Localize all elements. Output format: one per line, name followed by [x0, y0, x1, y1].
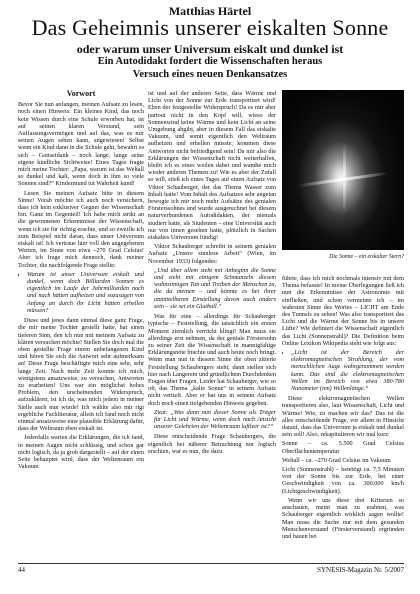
quotation: Zitat: „Was dann nun dieser Sonne als Träger für Licht und Wärme, wenn doch nach Ansicht unserer Gelehrten der Weltenraum luftleer ist?“: [154, 408, 276, 431]
paragraph: Diese und jenes dann einmal diese ganz Frage, die mir meine Tochter gestellt hatte, hat einen tieferen Sinn, den ich nun mit meinem Aufsatz zu klären versuchen möchte! Stellen Sie doch mal die oben gestellte Frage einem unbefangenen Kind und hören Sie sich die Antwort sehr aufmerksam an! Diese Frage beschäftigte mich eine sehr, sehr lange Zeit. Nach mehr Zeit konnte ich mich, wenigstens ansatzweise, zu versuchen, Antworten zu erarbeiten! Uns war ein möglichst hohes Problem, den urscheinenden Widerspruch, aufzuklären, ist ich da, was mich jedem in meiner Stelle auch nun würde! Ich wählte also mir rigi ergebliche Fachliteratur, allein ich fand noch nicht einmal ansatzweise eine plausible Erklärung dafür, dass der Weltraum eben eiskalt ist.: [18, 317, 144, 433]
section-heading: Vorwort: [66, 90, 96, 98]
author-name: Matthias Härtel: [168, 4, 252, 18]
data-line: Sonne – ca. 5.500 Grad Celsius Oberflächentemperatur: [282, 440, 404, 455]
photo-caption: Die Sonne – ein eiskalter Stern?: [329, 254, 404, 260]
bullet-item: • „Licht ist der Bereich der elektromagnetischen Strahlung, der vom menschlichen Auge wahrgenommen werden kann. Das sind die elektromagnetischen Wellen im Bereich von etwa 380-780 Nanometer (nm) Wellenlänge.“: [291, 349, 404, 392]
paragraph: Lesen Sie meinen Aufsatz bitte in diesem Sinne! Vorab möchte ich auch noch versichern, dass ich kein exklusiver Gegner der Wissenschaft bin. Ganz im Gegenteil! Ich habe mich strikt an die gewonnenen Erkenntnisse der Wissenschaft, wenn ich sie für richtig erachte, und so zweifle ich zum Beispiel nicht daran, dass unser Universum eiskalt ist! Ich vertraue hier voll den angegebenen Werten, im Sinne von etwa –270 Grad Celsius! Aber ich frage mich dennoch, dank meiner Tochter, die nachfolgende Frage stellte:: [18, 189, 144, 269]
page-number: 44: [18, 566, 25, 574]
text-column-1: [18, 90, 144, 560]
paragraph: Diese entscheidende Frage Schaubergers, die eigentlich bei näherer Betrachtung nur logisch erschien, war es nun, die dazu: [148, 433, 276, 455]
text-column-3: [282, 275, 404, 560]
paragraph: ist und auf der anderen Seite, dass Wärme und Licht von der Sonne zur Erde transportiert wird! Eben der festgestellte Widerspruch! Da es mir aber partout nicht in den Kopf will, wieso der Sonnenwind keine Wärme und kein Licht an seine Umgebung abgibt, aber in diesem Fall das eiskalte Vakuum, und somit eigentlich den Weltraum aufheizen und erhellen müsste, kommen diese Antworten nicht befriedigend sein! Da mir also die Erklärungen der Wissenschaft nicht weiterhalfen, bleibt ich es eines weilen dabei und wandte mich wieder anderen Themen zu! Wie es aber der Zufall so will, stieß ich eines Tages auf einen Aufsatz von Viktor Schauberger, der das Thema Wasser zum Inhalt hatte! Vom Inhalt des Aufsatzes sehr angetan bewogte ich mir noch mehr Aufsätze des genialen Försterssohnes und wurde ausgerechnet bei diesem naturverbundenen Autodidakten, der niemals studiert hatte, als Studenten – eine Universität auch nur von innen gesehen hatte, plötzlich in Sachen eiskaltes Universum fündig!: [148, 90, 276, 242]
bullet-list: [282, 349, 404, 392]
sun-flare: [343, 143, 346, 213]
kicker-line-2: Versuch eines neuen Denkansatzes: [132, 69, 288, 80]
quotation: „Und über allem steht mit Anbeginn die Sonne und sieht mit einigem Schmunzeln diesem wahnsinnigen Tun und Treiben der Menschen zu, die da meinen – und könnte es bei ihrer unmittelbaren Einstellung davon auch anders sein – sie sei ein Glutball.“: [154, 266, 276, 310]
paragraph: führte, dass ich mich nochmals intensiv mit dem Thema befasste! In meine Überlegungen ließ ich nun die Erkenntnisse der Astronomie mit einfließen, und schon vermeinte ich – im wahrsten Sinne des Wortes – LICHT am Ende des Tunnels zu sehen! Was also transportiert das Licht und die Wärme der Sonne bis in unsere Lüfte? Wie definiert die Wissenschaft eigentlich das Licht (Sonnenstrahl)? Die Definition beim Online Lexikon Wikipedia sieht wie folgt aus:: [282, 275, 404, 347]
kicker-line-1: Ein Autodidakt fordert die Wissenschaften heraus: [97, 56, 323, 67]
paragraph: Was für eine – allerdings für Schauberger typische – Feststellung, die tatsächlich ein ersten Moment ziemlich verrückt klingt! Man muss sie allerdings erst nehmen, da der geniale Förstersohn zu seiner Zeit die Wissenschaft in mannigfaltige Erklärungsnöte brachte und auch heute noch bringt. Wenn man nun in diesem Sinne die oben zitierte Feststellung Schaubergers sieht, dann stellen sich hier nach Langerem und gründlichem Durchdenken Fragen über Fragen. Leider hat Schauberger, wie so oft, das Thema „kalte Sonne“ in seinem Aufsatz nicht vertieft. Aber er hat uns in seinem Aufsatz doch noch einen tiefgehenden Hinweis gegeben.: [148, 313, 276, 407]
bullet-list: [18, 271, 144, 314]
sun-photo: [282, 90, 404, 250]
data-line: Licht (Sonnenstrahl) – benötigt ca. 7,5 Minuten von der Sonne bis zur Erde, bei einer Geschwindigkeit von ca. 300.000 km/h (Lichtgeschwindigkeit).: [282, 466, 404, 495]
paragraph: Wenn wir uns diese drei Kriterien so anschauen, meint man zu erahnen, was Schauberger eigentlich wirklich sagen wollte! Man muss die Sache nur mit dem gesunden Menschenverstand (Försterverstand) ergründen und bauen bei: [282, 496, 404, 540]
magazine-issue: SYNESIS-Magazin Nr. 5/2007: [317, 566, 404, 574]
footer-rule: [18, 563, 404, 564]
paragraph: Bevor Sie nun anfangen, meinen Aufsatz zu lesen, noch einen Hinweis: Ein kleines Kind, das noch kein Wissen durch eine Schule erworben hat, ist auf seinen klaren Verstand, sein Auffassungsvermögen und auf das, was es mir seinen Augen sehen kann, angewiesen! Selbst wenn ein Kind dann in die Schule geht, bewahrt es sich – Gottseidank – noch lange, lange seine eigene kindliche Sichtweise! Eines Tages fragte mich meine Tochter: „Papa, warum ist das Weltall so dunkel und kalt, wenn doch in ihm so viele Sonnen sind?“ Kindermund tut Wahrheit kund!: [18, 101, 144, 188]
text-column-2: [148, 90, 276, 560]
paragraph: Diese elektromagnetischen Wellen transportieren also, laut Wissenschaft, Licht und Wärme! Wie, zu machen wir das? Das ist die alles entscheidende Frage, vor allem in Hinsicht darauf, dass das Universum ja eiskalt und dunkel sein soll! Also, rekapitulieren wir mal kurz:: [282, 395, 404, 439]
article-subtitle: oder warum unser Universum eiskalt und dunkel ist: [76, 42, 344, 56]
bullet-item: • Warum ist unser Universum eiskalt und dunkel, wenn doch Billiarden Sonnen es eigentlich im Laufe der Jahrmilliarden nach und nach hätten aufheizen und sozusagen von Anfang an durch ihr Licht hätten erhellen müssen?: [27, 271, 144, 314]
paragraph: Viktor Schauberger schreibt in seinem genialen Aufsatz „Unsere sinnlose Arbeit“ (Wien, im November 1933) folgendes:: [148, 243, 276, 265]
data-line: Weltall – ca. –270 Grad Celsius im Vakuum: [282, 456, 391, 464]
paragraph: Jedenfalls warten die Erklärungen, die ich fand, in meinen Augen nicht schlüssig, und schon gar nicht logisch, da ja grob dargestellt – auf der einen Seite behauptet wird, dass der Weltenraum ein Vakuum: [18, 434, 144, 471]
article-title: Das Geheimnis unserer eiskalten Sonne: [31, 15, 389, 40]
